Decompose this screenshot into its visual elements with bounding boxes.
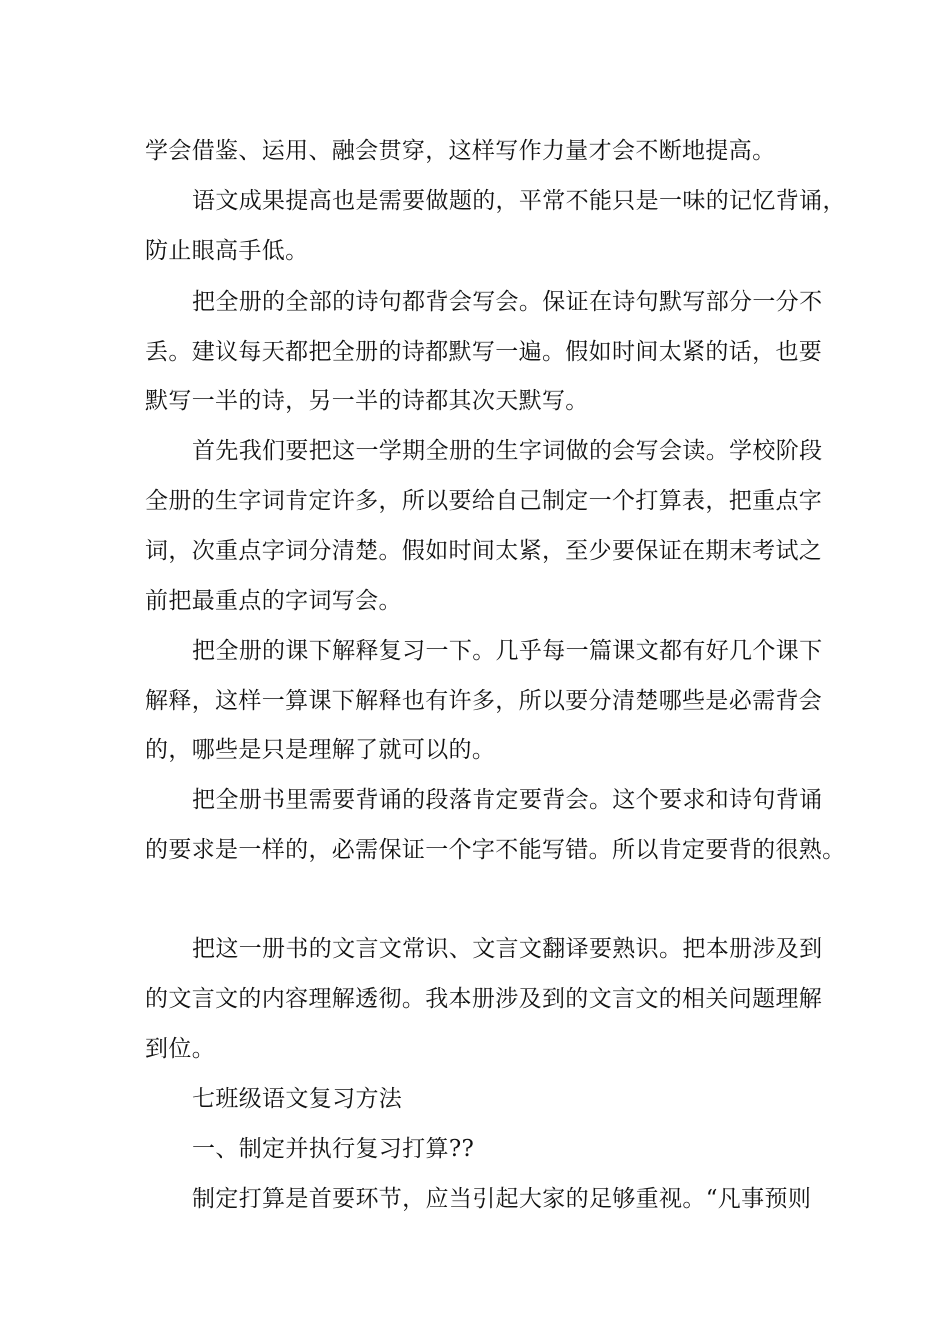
text-line: 全册的生字词肯定许多，所以要给自己制定一个打算表，把重点字 [145, 488, 823, 514]
text-line: 把全册的课下解释复习一下。几乎每一篇课文都有好几个课下 [192, 638, 823, 664]
text-line: 制定打算是首要环节，应当引起大家的足够重视。“凡事预则 [192, 1186, 812, 1212]
text-line: 丢。建议每天都把全册的诗都默写一遍。假如时间太紧的话，也要 [145, 339, 823, 365]
text-line: 解释，这样一算课下解释也有许多，所以要分清楚哪些是必需背会 [145, 688, 823, 714]
text-line: 的，哪些是只是理解了就可以的。 [145, 737, 496, 763]
text-line: 防止眼高手低。 [145, 238, 309, 264]
text-line: 的文言文的内容理解透彻。我本册涉及到的文言文的相关问题理解 [145, 986, 823, 1012]
text-line: 的要求是一样的，必需保证一个字不能写错。所以肯定要背的很熟。 [145, 837, 846, 863]
text-line: 首先我们要把这一学期全册的生字词做的会写会读。学校阶段 [192, 438, 823, 464]
text-line: 默写一半的诗，另一半的诗都其次天默写。 [145, 388, 589, 414]
text-line: 前把最重点的字词写会。 [145, 588, 402, 614]
text-line: 到位。 [145, 1036, 216, 1062]
text-line: 词，次重点字词分清楚。假如时间太紧，至少要保证在期末考试之 [145, 538, 823, 564]
text-line: 把全册的全部的诗句都背会写会。保证在诗句默写部分一分不 [192, 289, 823, 315]
text-line: 把这一册书的文言文常识、文言文翻译要熟识。把本册涉及到 [192, 936, 823, 962]
text-line: 语文成果提高也是需要做题的，平常不能只是一味的记忆背诵， [192, 188, 846, 214]
text-line: 把全册书里需要背诵的段落肯定要背会。这个要求和诗句背诵 [192, 787, 823, 813]
text-line: 学会借鉴、运用、融会贯穿，这样写作力量才会不断地提高。 [145, 138, 776, 164]
section-heading: 七班级语文复习方法 [192, 1086, 403, 1112]
section-heading: 一、制定并执行复习打算?? [192, 1136, 475, 1162]
